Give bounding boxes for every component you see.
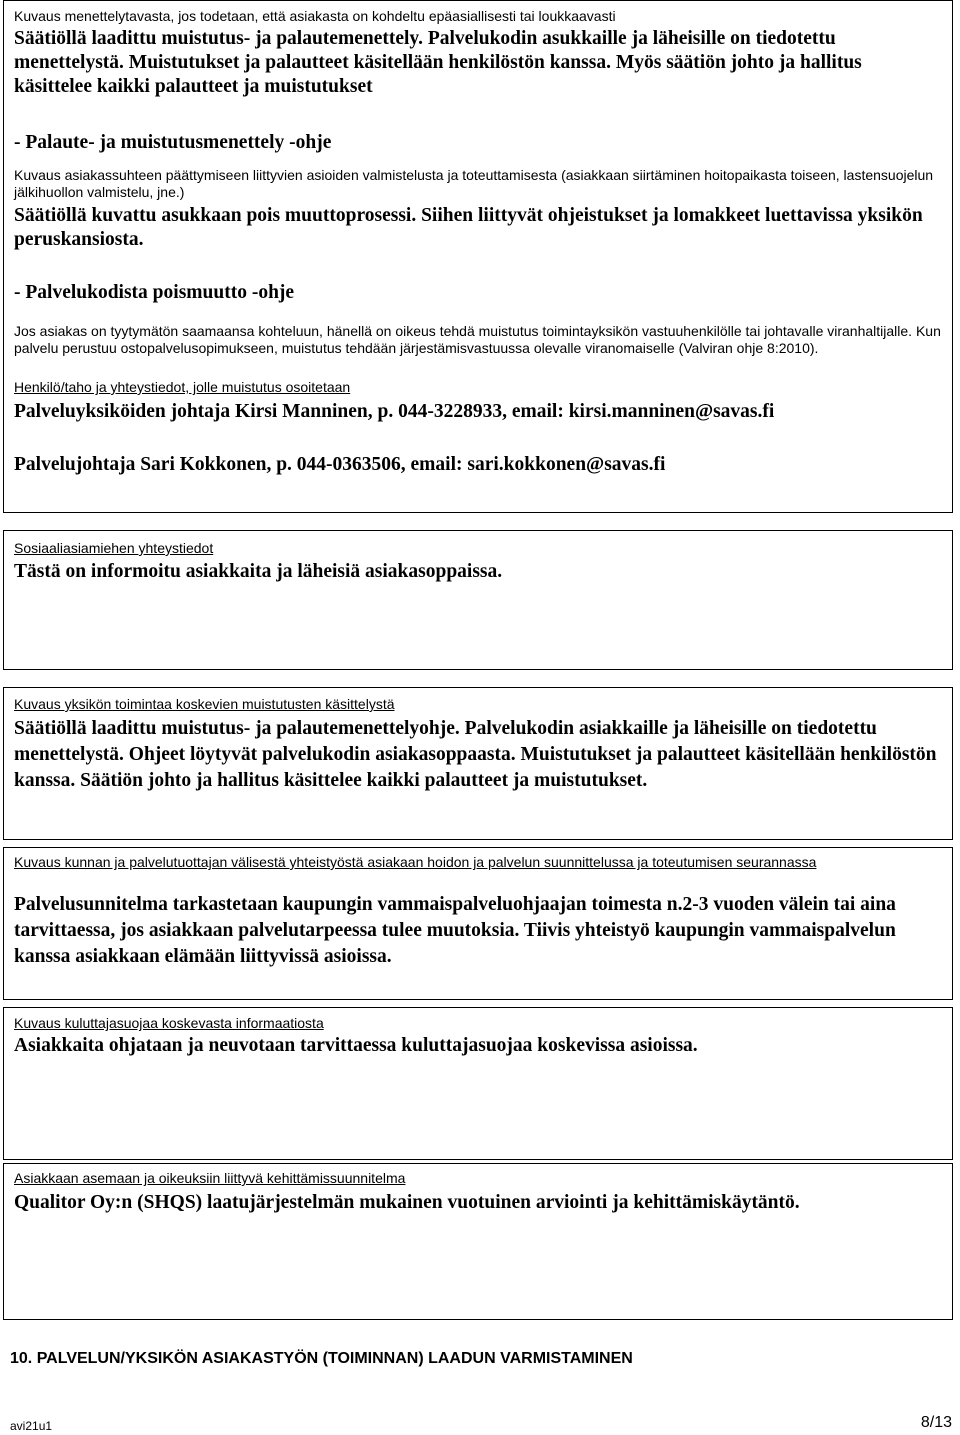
feedback-guideline-ref: - Palaute- ja muistutusmenettely -ohje [14,132,332,153]
footer-code: avi21u1 [10,1419,53,1433]
development-plan-label: Asiakkaan asemaan ja oikeuksiin liittyvä kehittämissuunnitelma [14,1170,406,1186]
cooperation-box [3,847,953,1000]
contact-kirsi-manninen: Palveluyksiköiden johtaja Kirsi Manninen, p. 044-3228933, email: kirsi.manninen@savas.fi [14,401,775,422]
section-heading: 10. PALVELUN/YKSIKÖN ASIAKASTYÖN (TOIMINNAN) LAADUN VARMISTAMINEN [10,1350,633,1367]
consumer-protection-label: Kuvaus kuluttajasuojaa koskevasta informaatiosta [14,1015,324,1031]
mistreatment-procedure-text: Säätiöllä laadittu muistutus- ja palautemenettely. Palvelukodin asukkaille ja läheisille on tiedotettu menettelystä. Muistutukset ja palautteet käsitellään henkilöstön kanssa. Myös säätiön johto ja hallitus käsittelee kaikki palautteet ja muistutukset [14,28,862,97]
development-plan-text: Qualitor Oy:n (SHQS) laatujärjestelmän mukainen vuotuinen arviointi ja kehittämiskäytäntö. [14,1192,800,1213]
social-ombudsman-label: Sosiaaliasiamiehen yhteystiedot [14,540,214,556]
development-plan-box [3,1163,953,1320]
page-number: 8/13 [920,1414,952,1431]
contact-sari-kokkonen: Palvelujohtaja Sari Kokkonen, p. 044-0363506, email: sari.kokkonen@savas.fi [14,454,666,475]
complaint-handling-text: Säätiöllä laadittu muistutus- ja palautemenettelyohje. Palvelukodin asiakkaille ja läheisille on tiedotettu menettelystä. Ohjeet löytyvät palvelukodin asiakasoppaasta. Muistutukset ja palautteet käsitellään henkilöstön kanssa. Säätiön johto ja hallitus käsittelee kaikki palautteet ja muistutukset. [14,718,937,791]
moveout-guideline-ref: - Palvelukodista poismuutto -ohje [14,282,295,303]
complaint-recipient-label: Henkilö/taho ja yhteystiedot, jolle muistutus osoitetaan [14,379,351,395]
cooperation-label: Kuvaus kunnan ja palvelutuottajan välisestä yhteistyöstä asiakaan hoidon ja palvelun suunnittelussa ja toteutumisen seurannassa [14,854,817,870]
cooperation-text: Palvelusunnitelma tarkastetaan kaupungin vammaispalveluohjaajan toimesta n.2-3 vuoden välein tai aina tarvittaessa, jos asiakkaan palvelutarpeessa tulee muutoksia. Tiivis yhteistyö kaupungin vammaispalvelun kanssa asiakkaan elämään liittyvissä asioissa. [14,894,896,967]
consumer-protection-box [3,1007,953,1160]
relationship-end-label: Kuvaus asiakassuhteen päättymiseen liittyvien asioiden valmistelusta ja toteuttamisesta (asiakkaan siirtäminen hoitopaikasta toiseen, lastensuojelun jälkihuollon valmistelu, jne.) [14,167,934,200]
relationship-end-text: Säätiöllä kuvattu asukkaan pois muuttoprosessi. Siihen liittyvät ohjeistukset ja lomakkeet luettavissa yksikön peruskansiosta. [14,205,923,250]
consumer-protection-text: Asiakkaita ohjataan ja neuvotaan tarvittaessa kuluttajasuojaa koskevissa asioissa. [14,1035,698,1056]
complaint-handling-box [3,687,953,840]
complaint-procedure-box [3,0,953,513]
social-ombudsman-text: Tästä on informoitu asiakkaita ja läheisiä asiakasoppaissa. [14,561,503,582]
social-ombudsman-box [3,530,953,670]
complaint-handling-label: Kuvaus yksikön toimintaa koskevien muistutusten käsittelystä [14,696,395,712]
complaint-rights-paragraph: Jos asiakas on tyytymätön saamaansa kohteluun, hänellä on oikeus tehdä muistutus toimintayksikön vastuuhenkilölle tai johtavalle viranhaltijalle. Kun palvelu perustuu ostopalvelusopimukseen, muistutus tehdään järjestämisvastuussa olevalle viranomaiselle (Valviran ohje 8:2010). [14,323,941,356]
mistreatment-procedure-label: Kuvaus menettelytavasta, jos todetaan, että asiakasta on kohdeltu epäasiallisesti tai loukkaavasti [14,8,616,24]
